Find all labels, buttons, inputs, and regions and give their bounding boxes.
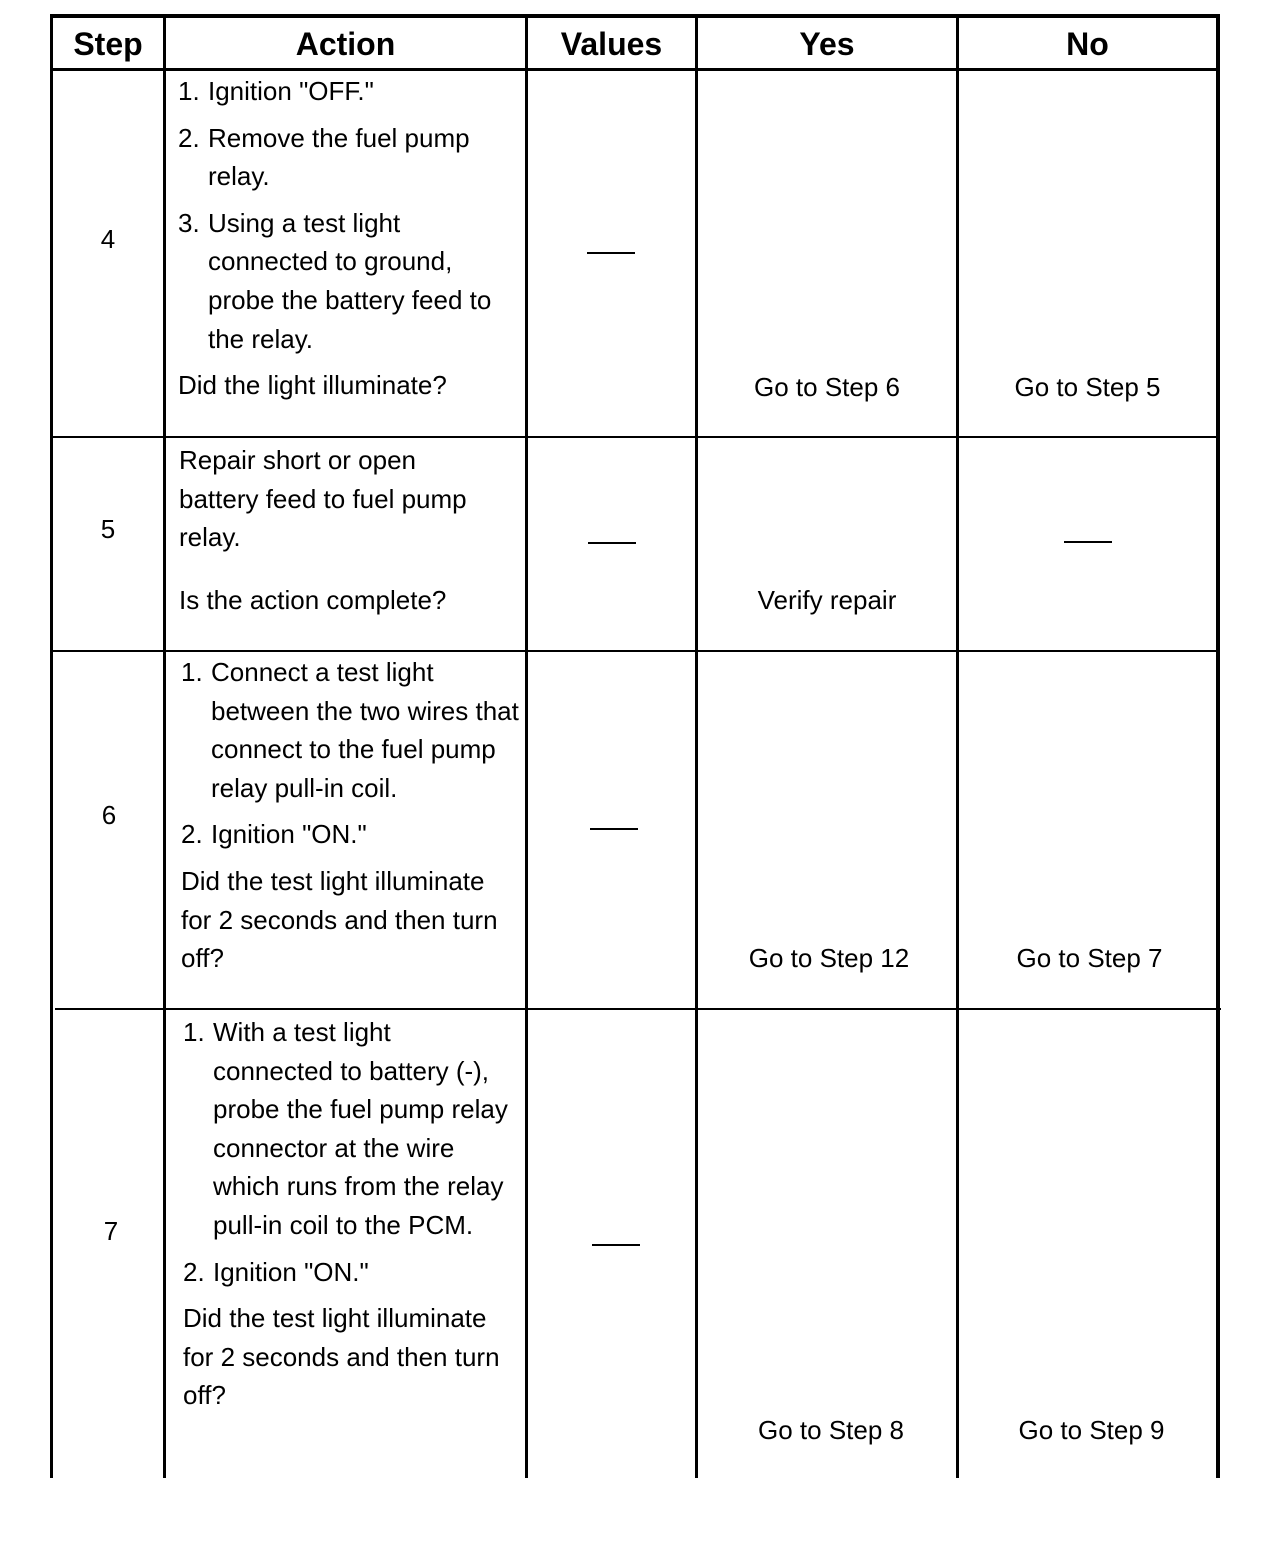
yes-outcome: Go to Step 6 [754,372,900,402]
values-empty-dash [592,1244,640,1246]
action-instruction: Repair short or open battery feed to fuel pump relay. [179,445,467,553]
no-outcome: Go to Step 5 [1014,372,1161,402]
values-empty-dash [587,252,635,254]
diagnostic-table [50,14,1220,1478]
header-yes: Yes [799,26,855,62]
action-question: Did the test light illuminate for 2 seconds and then turn off? [181,865,498,974]
action-cell [178,72,518,405]
header-no: No [1066,26,1109,62]
action-cell [183,1013,528,1415]
yes-outcome: Go to Step 12 [748,943,910,973]
item-number: 1. [181,657,203,687]
item-text: Ignition "ON." [211,819,367,850]
item-text: Using a test light connected to ground, probe the battery feed to the relay. [208,207,492,354]
action-step-item [178,204,518,358]
item-number: 1. [183,1017,205,1047]
yes-outcome: Go to Step 8 [758,1415,904,1445]
yes-outcome: Verify repair [757,585,897,615]
action-question: Did the light illuminate? [178,370,447,401]
step-number: 4 [100,224,116,254]
action-cell [181,653,521,978]
header-action: Action [295,26,396,62]
action-step-item [178,119,518,196]
item-number: 2. [178,122,200,153]
action-step-item [183,1013,528,1245]
item-number: 2. [181,819,203,850]
values-empty-dash [588,542,636,544]
column-divider [163,14,166,1478]
no-outcome: Go to Step 7 [1016,943,1163,973]
action-question: Is the action complete? [179,584,447,615]
step-number: 5 [100,514,116,544]
row-divider [53,650,1219,652]
header-values: Values [560,26,663,62]
table-right-border [1216,14,1220,1478]
item-text: Remove the fuel pump relay. [208,122,470,192]
item-text: Ignition "ON." [213,1256,369,1287]
values-empty-dash [590,828,638,830]
item-text: With a test light connected to battery (-), probe the fuel pump relay connector at the wire which runs from the relay pull-in coil to the PCM. [213,1017,508,1240]
column-divider [956,14,959,1478]
action-cell [179,441,519,619]
action-step-item [178,72,518,111]
row-divider [55,1008,1221,1010]
row-divider [52,436,1218,438]
column-divider [695,14,698,1478]
no-outcome: Go to Step 9 [1018,1415,1165,1445]
action-step-item [183,1253,528,1292]
item-number: 1. [178,76,200,106]
action-step-item [181,653,521,807]
item-text: Ignition "OFF." [208,76,374,106]
item-number: 2. [183,1256,205,1287]
no-empty-dash [1064,541,1112,543]
action-question: Did the test light illuminate for 2 seconds and then turn off? [183,1303,500,1411]
item-text: Connect a test light between the two wires that connect to the fuel pump relay pull-in coil. [211,657,519,803]
step-number: 7 [103,1216,119,1246]
step-number: 6 [101,800,117,830]
header-step: Step [73,26,143,62]
item-number: 3. [178,207,200,238]
action-step-item [181,815,521,854]
